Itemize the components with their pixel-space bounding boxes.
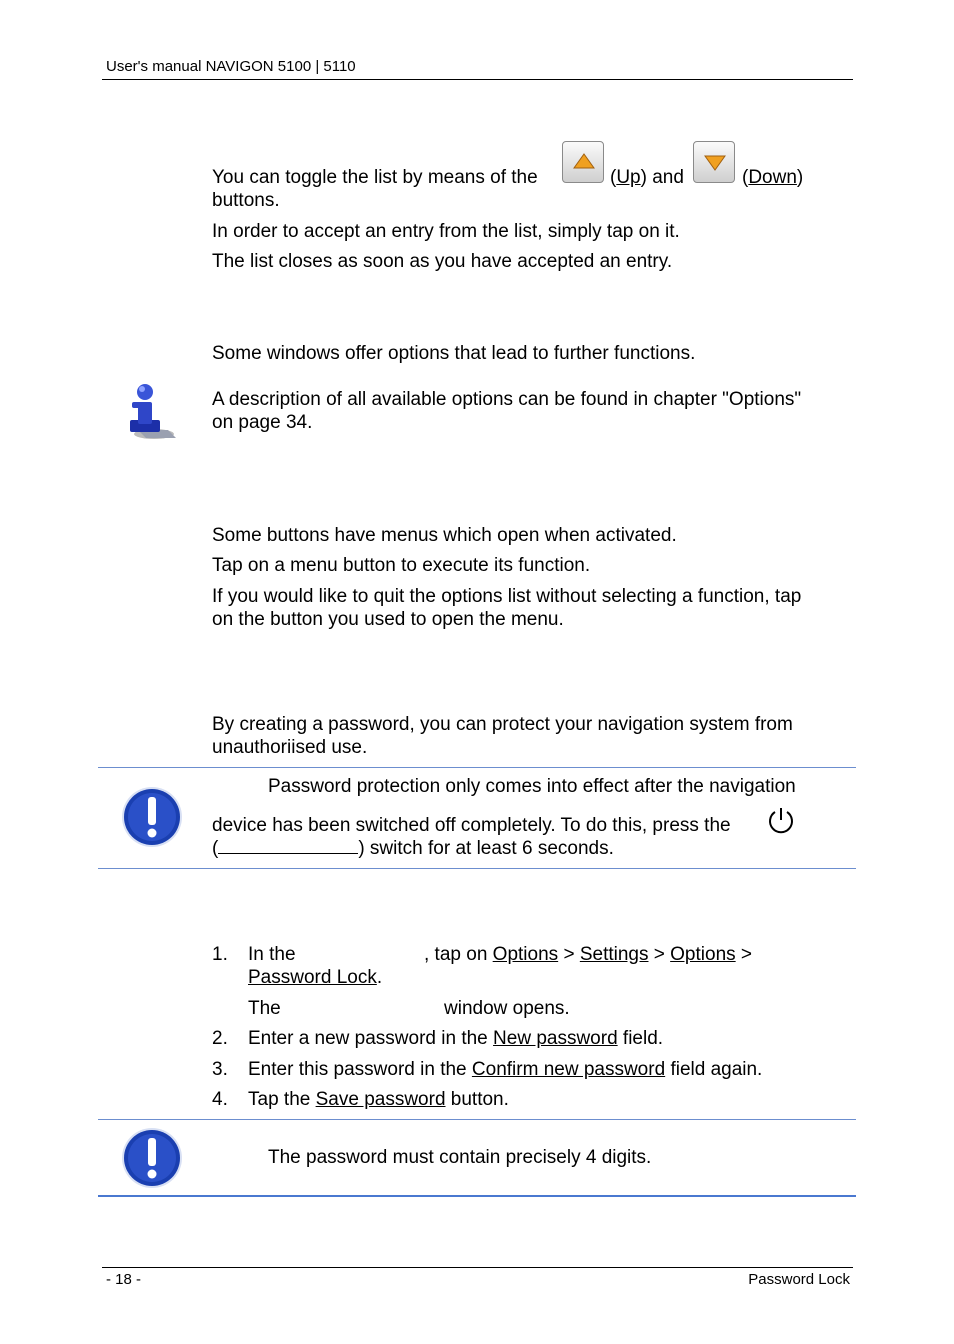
step-4-pre: Tap the (248, 1089, 311, 1110)
accept-entry-text: In order to accept an entry from the list, simply tap on it. (212, 221, 680, 242)
step-2-text (248, 1027, 663, 1050)
up-arrow-button-icon (562, 141, 604, 183)
page-header-title: User's manual NAVIGON 5100 | 5110 (106, 58, 356, 75)
step-2-number: 2. (212, 1028, 228, 1049)
step-1-number: 1. (212, 944, 228, 965)
step-1-sep: > (740, 944, 753, 965)
step-1-mid: , tap on (424, 944, 488, 965)
step-1-sep: > (563, 944, 575, 965)
list-closes-text: The list closes as soon as you have accepted an entry. (212, 251, 673, 272)
header-divider (102, 79, 853, 80)
menus-line3b: on the button you used to open the menu. (212, 609, 564, 630)
options-intro-text: Some windows offer options that lead to further functions. (212, 343, 696, 364)
note1-bottom-rule (98, 868, 856, 869)
step-1-line2: Password Lock. (248, 967, 383, 988)
note1-line1: Password protection only comes into effect after the navigation (268, 776, 796, 797)
note2-bottom-rule (98, 1195, 856, 1197)
step-1-sep: > (653, 944, 665, 965)
step-4-post: button. (450, 1089, 509, 1110)
step-3-pre: Enter this password in the (248, 1059, 467, 1080)
buttons-word: buttons. (212, 190, 280, 211)
step-2-post: field. (622, 1028, 664, 1049)
exclamation-icon (120, 1126, 184, 1190)
step-1-password-lock-link: Password Lock (248, 967, 377, 988)
menus-line1: Some buttons have menus which open when activated. (212, 525, 677, 546)
menus-line3a: If you would like to quit the options list without selecting a function, tap (212, 586, 802, 607)
blank-switch-name (218, 837, 358, 854)
up-link: Up (616, 167, 641, 188)
note1-line3 (212, 837, 614, 860)
footer-divider (102, 1267, 853, 1268)
step-3-confirm-password-link: Confirm new password (471, 1059, 666, 1080)
password-intro-line2: unauthoriised use. (212, 737, 368, 758)
up-label-text: (Up) and (610, 167, 684, 188)
down-label-text: (Down) (742, 167, 804, 188)
step-4-text (248, 1088, 509, 1111)
step-1-line1 (424, 943, 752, 966)
step-1-window-pre: The (248, 998, 281, 1019)
note1-line3-rest: ) switch for at least 6 seconds. (358, 838, 614, 859)
step-3-text (248, 1058, 762, 1081)
menus-line2: Tap on a menu button to execute its function. (212, 555, 591, 576)
exclamation-icon (120, 785, 184, 849)
step-3-number: 3. (212, 1059, 228, 1080)
info-person-icon (124, 382, 178, 442)
down-arrow-button-icon (693, 141, 735, 183)
footer-section-title: Password Lock (748, 1271, 850, 1288)
page-number: - 18 - (106, 1271, 142, 1288)
power-icon (766, 805, 796, 835)
down-link: Down (748, 167, 797, 188)
options-info-line2: on page 34. (212, 412, 313, 433)
step-1-pre: In the (248, 944, 296, 965)
step-1-settings-link: Settings (579, 944, 649, 965)
step-4-save-password-link: Save password (315, 1089, 446, 1110)
note1-line2: device has been switched off completely. To do this, press the (212, 815, 731, 836)
step-2-new-password-link: New password (493, 1028, 618, 1049)
and-word: and (652, 167, 684, 188)
step-1-options-link: Options (492, 944, 559, 965)
step-2-pre: Enter a new password in the (248, 1028, 488, 1049)
note2-text: The password must contain precisely 4 digits. (268, 1147, 652, 1168)
step-3-post: field again. (670, 1059, 763, 1080)
note2-top-rule (98, 1119, 856, 1120)
toggle-list-text (212, 166, 538, 189)
step-1-window-post: window opens. (444, 998, 570, 1019)
toggle-prefix: You can toggle the list by means of the (212, 167, 538, 188)
step-1-options2-link: Options (670, 944, 736, 965)
step-4-number: 4. (212, 1089, 228, 1110)
note1-open-paren: ( (212, 838, 219, 859)
options-info-line1: A description of all available options can be found in chapter "Options" (212, 389, 802, 410)
note1-top-rule (98, 767, 856, 768)
password-intro-line1: By creating a password, you can protect your navigation system from (212, 714, 793, 735)
